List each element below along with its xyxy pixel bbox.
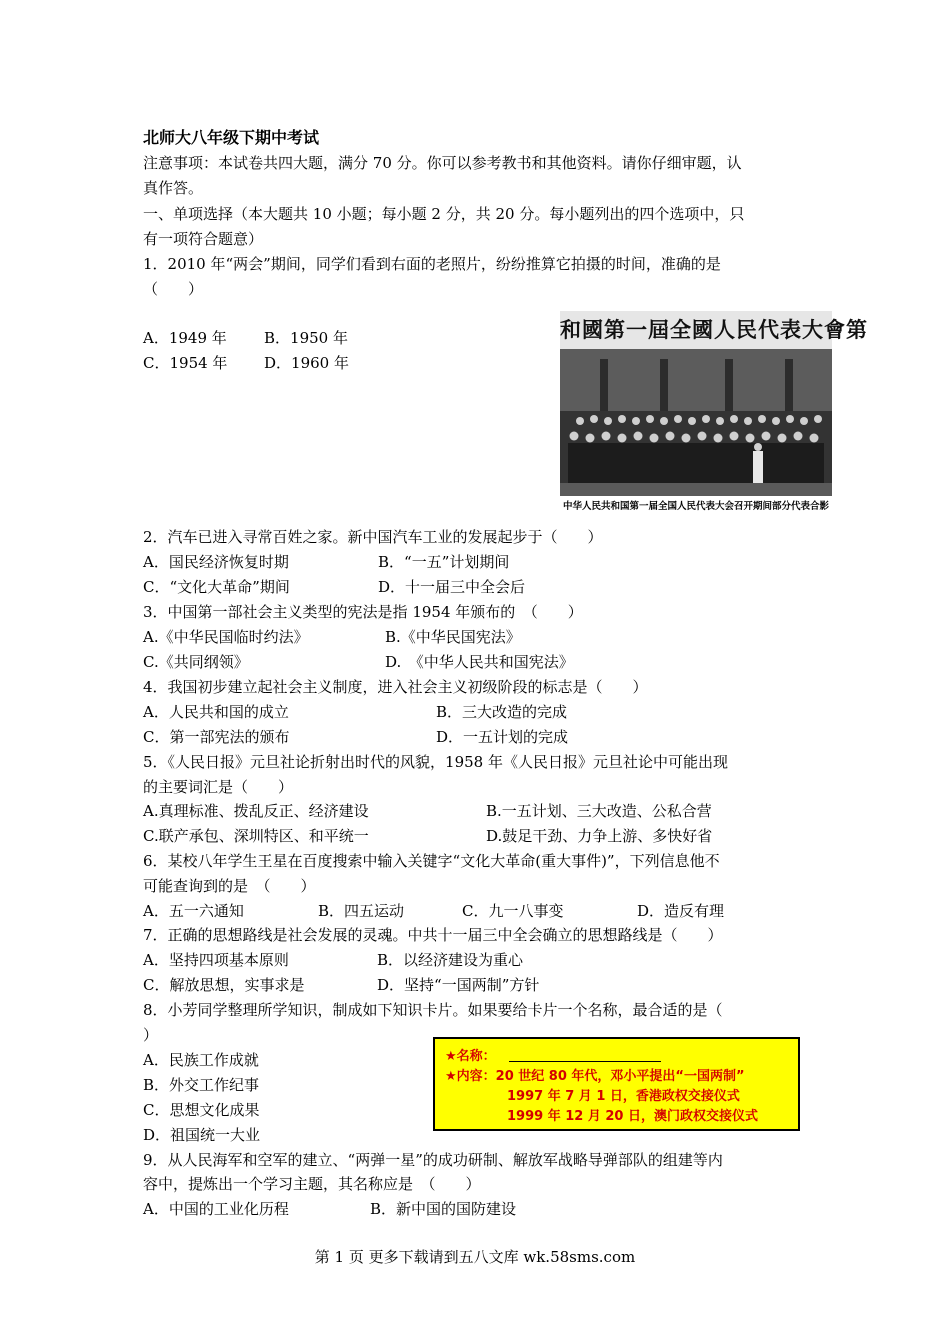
historical-photo (560, 311, 868, 516)
q6-option-a: A．五一六通知 (143, 902, 244, 920)
card-content-line-3: 1999 年 12 月 20 日，澳门政权交接仪式 (507, 1109, 758, 1124)
q1-stem-2: （ ） (143, 280, 204, 298)
q2-option-c: C．“文化大革命”期间 (143, 578, 290, 596)
q7-option-c: C．解放思想，实事求是 (143, 976, 305, 994)
q6-option-b: B．四五运动 (318, 902, 405, 920)
q3-stem: 3．中国第一部社会主义类型的宪法是指 1954 年颁布的 （ ） (143, 603, 583, 621)
q6-stem-1: 6．某校八年学生王星在百度搜索中输入关键字“文化大革命(重大事件)”，下列信息他不 (143, 852, 720, 870)
q4-option-d: D．一五计划的完成 (436, 728, 569, 746)
group-photo-image (560, 311, 868, 496)
q5-option-b: B.一五计划、三大改造、公私合营 (486, 802, 712, 820)
q1-stem-1: 1．2010 年“两会”期间，同学们看到右面的老照片，纷纷推算它拍摄的时间，准确的是 (143, 255, 721, 273)
q1-option-a: A．1949 年 (143, 329, 227, 347)
q2-option-d: D．十一届三中全会后 (378, 578, 526, 596)
q5-option-c: C.联产承包、深圳特区、和平统一 (143, 827, 369, 845)
q5-option-a: A.真理标准、拨乱反正、经济建设 (143, 802, 369, 820)
photo-banner-text: 和國第一屆全國人民代表大會第 (560, 311, 832, 349)
q4-stem: 4．我国初步建立起社会主义制度，进入社会主义初级阶段的标志是（ ） (143, 678, 648, 696)
card-name-label: ★名称： (445, 1049, 496, 1064)
knowledge-card (433, 1037, 800, 1131)
q6-stem-2: 可能查询到的是 （ ） (143, 877, 316, 895)
q5-option-d: D.鼓足干劲、力争上游、多快好省 (486, 827, 713, 845)
q3-option-b: B.《中华民国宪法》 (385, 628, 521, 646)
section-1-heading-2: 有一项符合题意） (143, 230, 264, 248)
q9-stem-2: 容中，提炼出一个学习主题，其名称应是 （ ） (143, 1175, 481, 1193)
q8-option-b: B．外交工作纪事 (143, 1076, 260, 1094)
q2-stem: 2．汽车已进入寻常百姓之家。新中国汽车工业的发展起步于（ ） (143, 528, 603, 546)
q5-stem-1: 5．《人民日报》元旦社论折射出时代的风貌，1958 年《人民日报》元旦社论中可能出现 (143, 753, 728, 771)
q3-option-d: D. 《中华人民共和国宪法》 (385, 653, 574, 671)
q9-stem-1: 9．从人民海军和空军的建立、“两弹一星”的成功研制、解放军战略导弹部队的组建等内 (143, 1151, 723, 1169)
exam-title: 北师大八年级下期中考试 (143, 128, 320, 147)
notice-line-2: 真作答。 (143, 179, 204, 197)
card-name-blank (509, 1061, 661, 1062)
q1-option-c: C．1954 年 (143, 354, 228, 372)
q9-option-b: B．新中国的国防建设 (370, 1200, 517, 1218)
q4-option-c: C．第一部宪法的颁布 (143, 728, 290, 746)
q5-stem-2: 的主要词汇是（ ） (143, 778, 294, 796)
q3-option-a: A.《中华民国临时约法》 (143, 628, 309, 646)
card-content-line-2: 1997 年 7 月 1 日，香港政权交接仪式 (507, 1089, 740, 1104)
q1-option-b: B．1950 年 (264, 329, 348, 347)
q8-option-d: D．祖国统一大业 (143, 1126, 261, 1144)
q8-option-a: A．民族工作成就 (143, 1051, 259, 1069)
q8-stem-1: 8．小芳同学整理所学知识，制成如下知识卡片。如果要给卡片一个名称，最合适的是（ (143, 1001, 723, 1019)
q3-option-c: C.《共同纲领》 (143, 653, 249, 671)
q6-option-c: C．九一八事变 (462, 902, 564, 920)
q4-option-b: B．三大改造的完成 (436, 703, 568, 721)
card-content-line-1: ★内容：20 世纪 80 年代，邓小平提出“一国两制” (445, 1069, 745, 1084)
page-footer: 第 1 页 更多下载请到五八文库 wk.58sms.com (314, 1248, 636, 1266)
q2-option-b: B．“一五”计划期间 (378, 553, 510, 571)
q6-option-d: D．造反有理 (637, 902, 725, 920)
q8-option-c: C．思想文化成果 (143, 1101, 260, 1119)
q4-option-a: A．人民共和国的成立 (143, 703, 289, 721)
notice-line-1: 注意事项：本试卷共四大题，满分 70 分。你可以参考教书和其他资料。请你仔细审题，认 (143, 154, 742, 172)
q7-option-d: D．坚持“一国两制”方针 (377, 976, 540, 994)
section-1-heading-1: 一、单项选择（本大题共 10 小题；每小题 2 分，共 20 分。每小题列出的四个选项中，只 (143, 205, 745, 223)
q1-option-d: D．1960 年 (264, 354, 349, 372)
q2-option-a: A．国民经济恢复时期 (143, 553, 289, 571)
q7-stem: 7．正确的思想路线是社会发展的灵魂。中共十一届三中全会确立的思想路线是（ ） (143, 926, 723, 944)
q9-option-a: A．中国的工业化历程 (143, 1200, 289, 1218)
photo-caption: 中华人民共和国第一届全国人民代表大会召开期间部分代表合影 (562, 501, 829, 512)
q7-option-b: B．以经济建设为重心 (377, 951, 524, 969)
q8-stem-2: ） (143, 1026, 159, 1044)
q7-option-a: A．坚持四项基本原则 (143, 951, 289, 969)
